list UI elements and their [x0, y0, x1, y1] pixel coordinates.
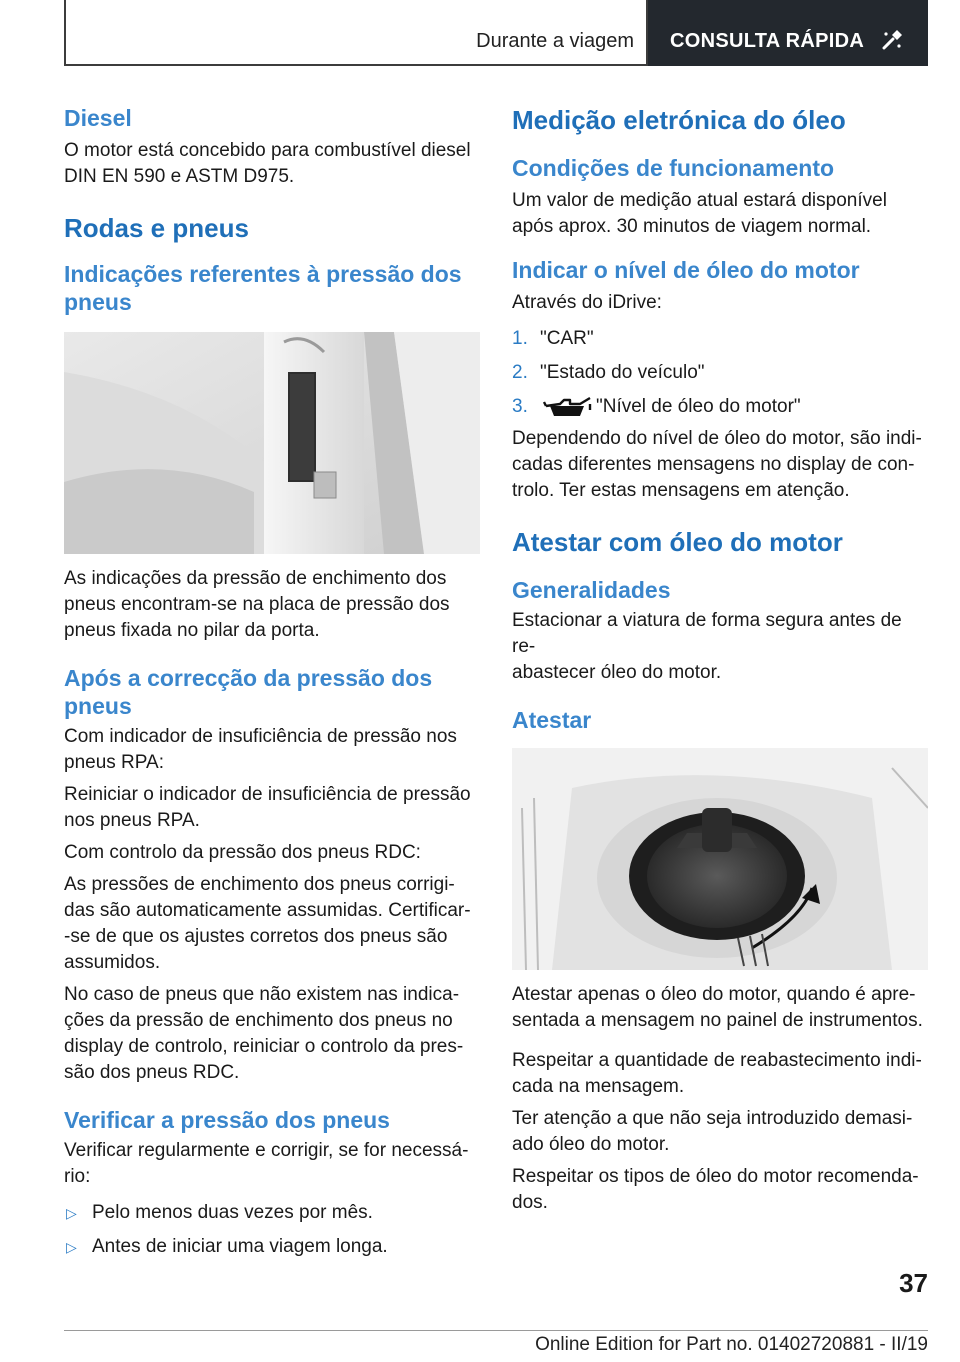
section-tab: [64, 0, 648, 66]
door-pillar-pressure-plate-image: [64, 332, 480, 554]
paragraph-line: display de controlo, reiniciar o controlo da pres-: [64, 1036, 464, 1057]
footer-divider: [64, 1330, 928, 1331]
paragraph-line: Respeitar a quantidade de reabastecimento indi-: [512, 1050, 922, 1071]
paragraph-line: Verificar regularmente e corrigir, se for necessá-: [64, 1140, 469, 1161]
page-header: [64, 0, 928, 66]
quick-reference-label: CONSULTA RÁPIDA: [670, 30, 865, 52]
paragraph-line: Dependendo do nível de óleo do motor, são indi-: [512, 428, 922, 449]
top-up-heading: Atestar: [512, 707, 592, 733]
paragraph-line: trolo. Ter estas mensagens em atenção.: [512, 480, 850, 501]
paragraph-line: ado óleo do motor.: [512, 1134, 670, 1155]
page-number: 37: [899, 1268, 928, 1298]
paragraph-line: Atestar apenas o óleo do motor, quando é apre-: [512, 984, 916, 1005]
diesel-text-line: O motor está concebido para combustível diesel: [64, 140, 471, 161]
paragraph-line: Um valor de medição atual estará disponível: [512, 190, 887, 211]
triangle-bullet-icon: ▷: [66, 1239, 77, 1255]
paragraph-line: Respeitar os tipos de óleo do motor recomenda-: [512, 1166, 919, 1187]
pressure-heading: Indicações referentes à pressão dos: [64, 261, 462, 287]
paragraph-line: -se de que os ajustes corretos dos pneus são: [64, 926, 448, 947]
refill-oil-heading: Atestar com óleo do motor: [512, 527, 843, 557]
paragraph-line: sentada a mensagem no painel de instrumentos.: [512, 1010, 923, 1031]
diesel-text-line: DIN EN 590 e ASTM D975.: [64, 166, 295, 187]
pressure-text-line: pneus fixada no pilar da porta.: [64, 620, 320, 641]
paragraph-line: cada na mensagem.: [512, 1076, 685, 1097]
diesel-heading: Diesel: [64, 105, 132, 131]
list-item: ▷ Pelo menos duas vezes por mês.: [64, 1200, 480, 1226]
oil-filler-cap-image: [512, 748, 928, 970]
paragraph-line: Estacionar a viatura de forma segura antes de re-: [512, 610, 902, 657]
left-column: [64, 100, 480, 1260]
general-heading: Generalidades: [512, 577, 671, 603]
paragraph-line: rio:: [64, 1166, 91, 1187]
paragraph-line: Ter atenção a que não seja introduzido demasi-: [512, 1108, 913, 1129]
check-pressure-heading: Verificar a pressão dos pneus: [64, 1107, 390, 1133]
paragraph-line: As pressões de enchimento dos pneus corrigi-: [64, 874, 455, 895]
paragraph-line: ções da pressão de enchimento dos pneus no: [64, 1010, 453, 1031]
list-item: 3. "Nível de óleo do motor": [512, 394, 928, 420]
paragraph-line: dos.: [512, 1192, 548, 1213]
wrench-icon: [880, 26, 906, 52]
paragraph-line: das são automaticamente assumidas. Certificar-: [64, 900, 471, 921]
paragraph-line: Através do iDrive:: [512, 292, 662, 313]
oil-level-heading: Indicar o nível de óleo do motor: [512, 257, 860, 283]
paragraph-line: após aprox. 30 minutos de viagem normal.: [512, 216, 872, 237]
right-column: [512, 100, 928, 1216]
quick-reference-tab[interactable]: [648, 0, 928, 66]
list-item: ▷ Antes de iniciar uma viagem longa.: [64, 1234, 480, 1260]
list-item: 2. "Estado do veículo": [512, 362, 705, 383]
triangle-bullet-icon: ▷: [66, 1205, 77, 1221]
paragraph-line: assumidos.: [64, 952, 161, 973]
paragraph-line: são dos pneus RDC.: [64, 1062, 240, 1083]
list-item: 1. "CAR": [512, 328, 594, 349]
paragraph-line: abastecer óleo do motor.: [512, 662, 722, 683]
oil-can-icon: [540, 394, 596, 420]
paragraph-line: nos pneus RPA.: [64, 810, 200, 831]
pressure-text-line: As indicações da pressão de enchimento dos: [64, 568, 447, 589]
edition-label: Online Edition for Part no. 01402720881 - II/19: [535, 1334, 928, 1355]
wheels-heading: Rodas e pneus: [64, 213, 249, 243]
section-title: Durante a viagem: [476, 30, 634, 52]
paragraph-line: Reiniciar o indicador de insuficiência de pressão: [64, 784, 471, 805]
conditions-heading: Condições de funcionamento: [512, 155, 835, 181]
oil-measurement-heading: Medição eletrónica do óleo: [512, 105, 846, 135]
paragraph-line: Com controlo da pressão dos pneus RDC:: [64, 842, 421, 863]
pressure-text-line: pneus encontram-se na placa de pressão dos: [64, 594, 450, 615]
paragraph-line: pneus RPA:: [64, 752, 164, 773]
after-correction-heading: pneus: [64, 693, 132, 719]
paragraph-line: No caso de pneus que não existem nas indica-: [64, 984, 460, 1005]
paragraph-line: cadas diferentes mensagens no display de con-: [512, 454, 915, 475]
after-correction-heading: Após a correcção da pressão dos: [64, 665, 433, 691]
pressure-heading: pneus: [64, 289, 132, 315]
paragraph-line: Com indicador de insuficiência de pressão nos: [64, 726, 457, 747]
